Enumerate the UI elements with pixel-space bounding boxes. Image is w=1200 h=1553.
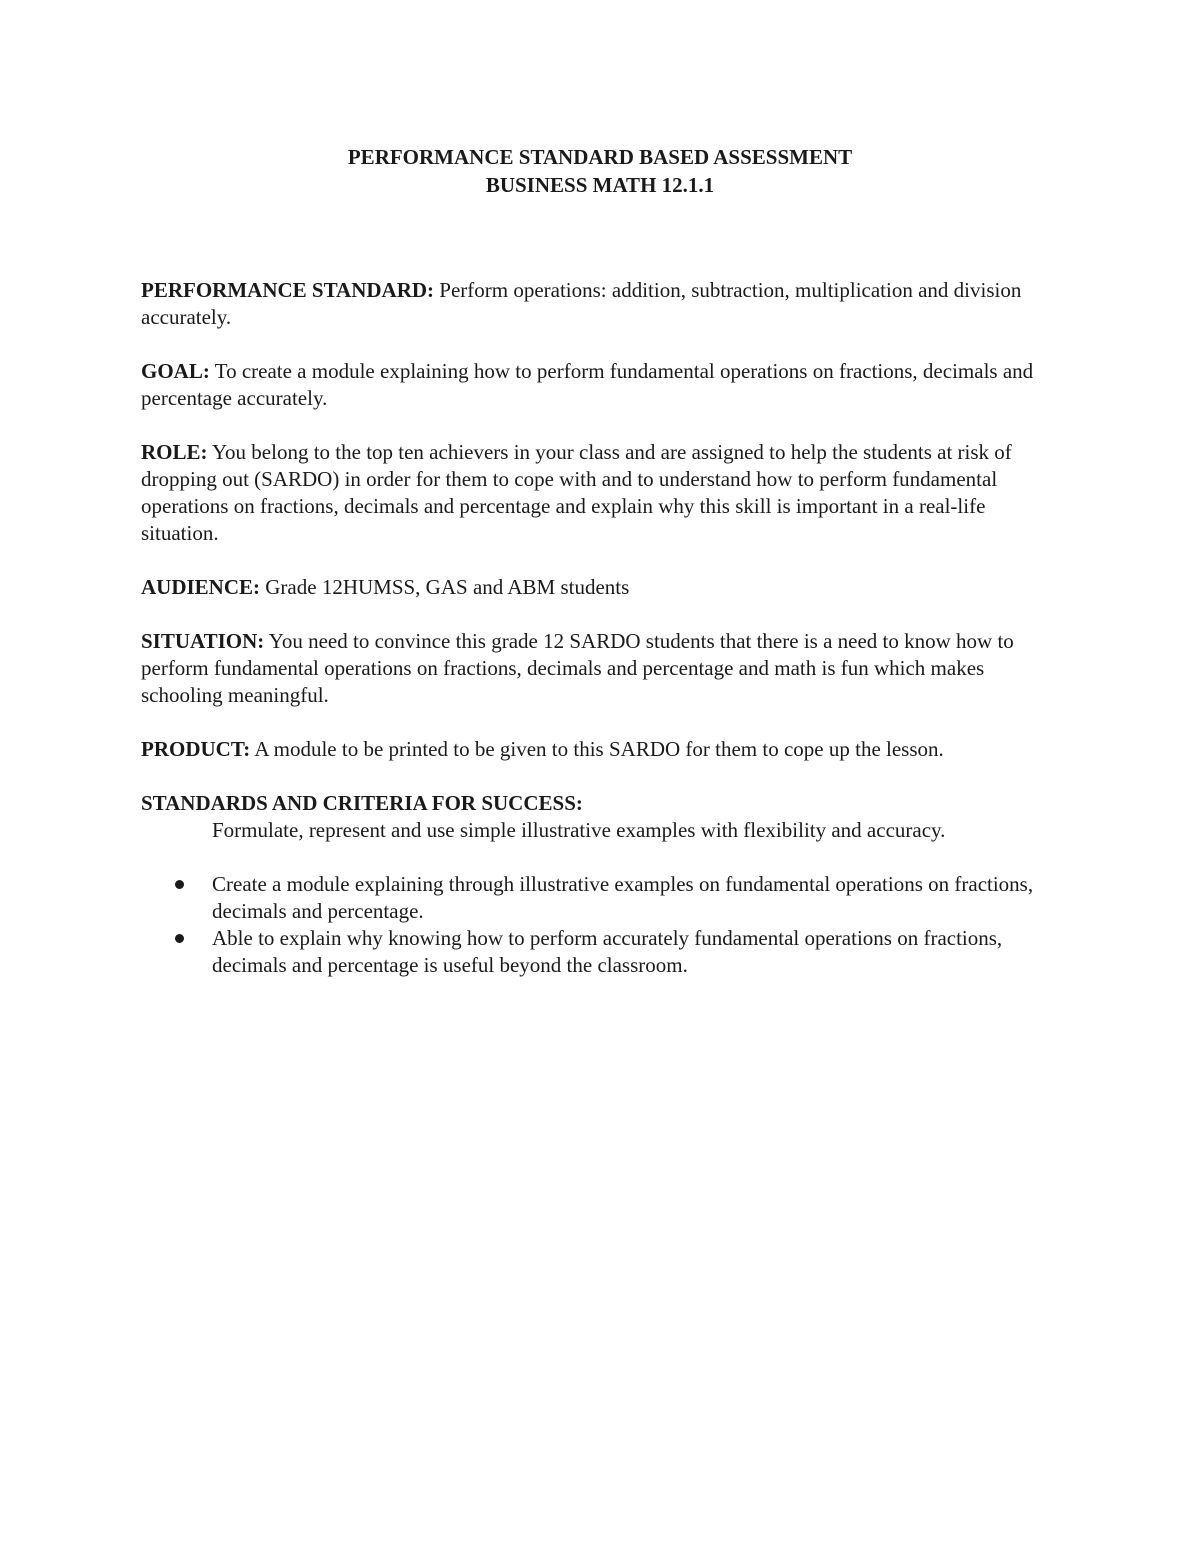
bullet-dot-icon [175, 880, 184, 889]
criteria-intro: Formulate, represent and use simple illustrative examples with flexibility and accuracy. [212, 818, 946, 842]
title-line-2: BUSINESS MATH 12.1.1 [485, 173, 715, 197]
list-item [141, 871, 1061, 925]
role-section [141, 439, 1061, 547]
title-line-1: PERFORMANCE STANDARD BASED ASSESSMENT [347, 145, 853, 169]
list-item [141, 925, 1061, 979]
product-text: A module to be printed to be given to this SARDO for them to cope up the lesson. [250, 737, 944, 761]
list-item-text: Able to explain why knowing how to perform accurately fundamental operations on fractions, decimals and percentage is useful beyond the classroom. [212, 926, 1003, 977]
audience-section [141, 574, 1061, 601]
situation-text: You need to convince this grade 12 SARDO students that there is a need to know how to perform fundamental operations on fractions, decimals and percentage and math is fun which makes schooling meaningful. [141, 629, 1014, 707]
product-section [141, 736, 1061, 763]
performance-standard-text: Perform operations: addition, subtraction, multiplication and division accurately. [141, 278, 1022, 329]
document-body [141, 277, 1061, 979]
performance-standard-label: PERFORMANCE STANDARD: [141, 278, 435, 302]
criteria-list [141, 871, 1061, 979]
goal-section [141, 358, 1061, 412]
product-label: PRODUCT: [141, 737, 251, 761]
criteria-heading: STANDARDS AND CRITERIA FOR SUCCESS: [141, 791, 583, 815]
performance-standard-section [141, 277, 1061, 331]
goal-label: GOAL: [141, 359, 210, 383]
role-text: You belong to the top ten achievers in your class and are assigned to help the students at risk of dropping out (SARDO) in order for them to cope with and to understand how to perform fundamental operations on fractions, decimals and percentage and explain why this skill is important in a real-life situation. [141, 440, 1012, 545]
situation-label: SITUATION: [141, 629, 265, 653]
list-item-text: Create a module explaining through illustrative examples on fundamental operations on fractions, decimals and percentage. [212, 872, 1034, 923]
role-label: ROLE: [141, 440, 208, 464]
audience-label: AUDIENCE: [141, 575, 261, 599]
audience-text: Grade 12HUMSS, GAS and ABM students [260, 575, 630, 599]
situation-section [141, 628, 1061, 709]
goal-text: To create a module explaining how to perform fundamental operations on fractions, decimals and percentage accurately. [141, 359, 1034, 410]
document-title [0, 143, 1200, 199]
bullet-dot-icon [175, 934, 184, 943]
